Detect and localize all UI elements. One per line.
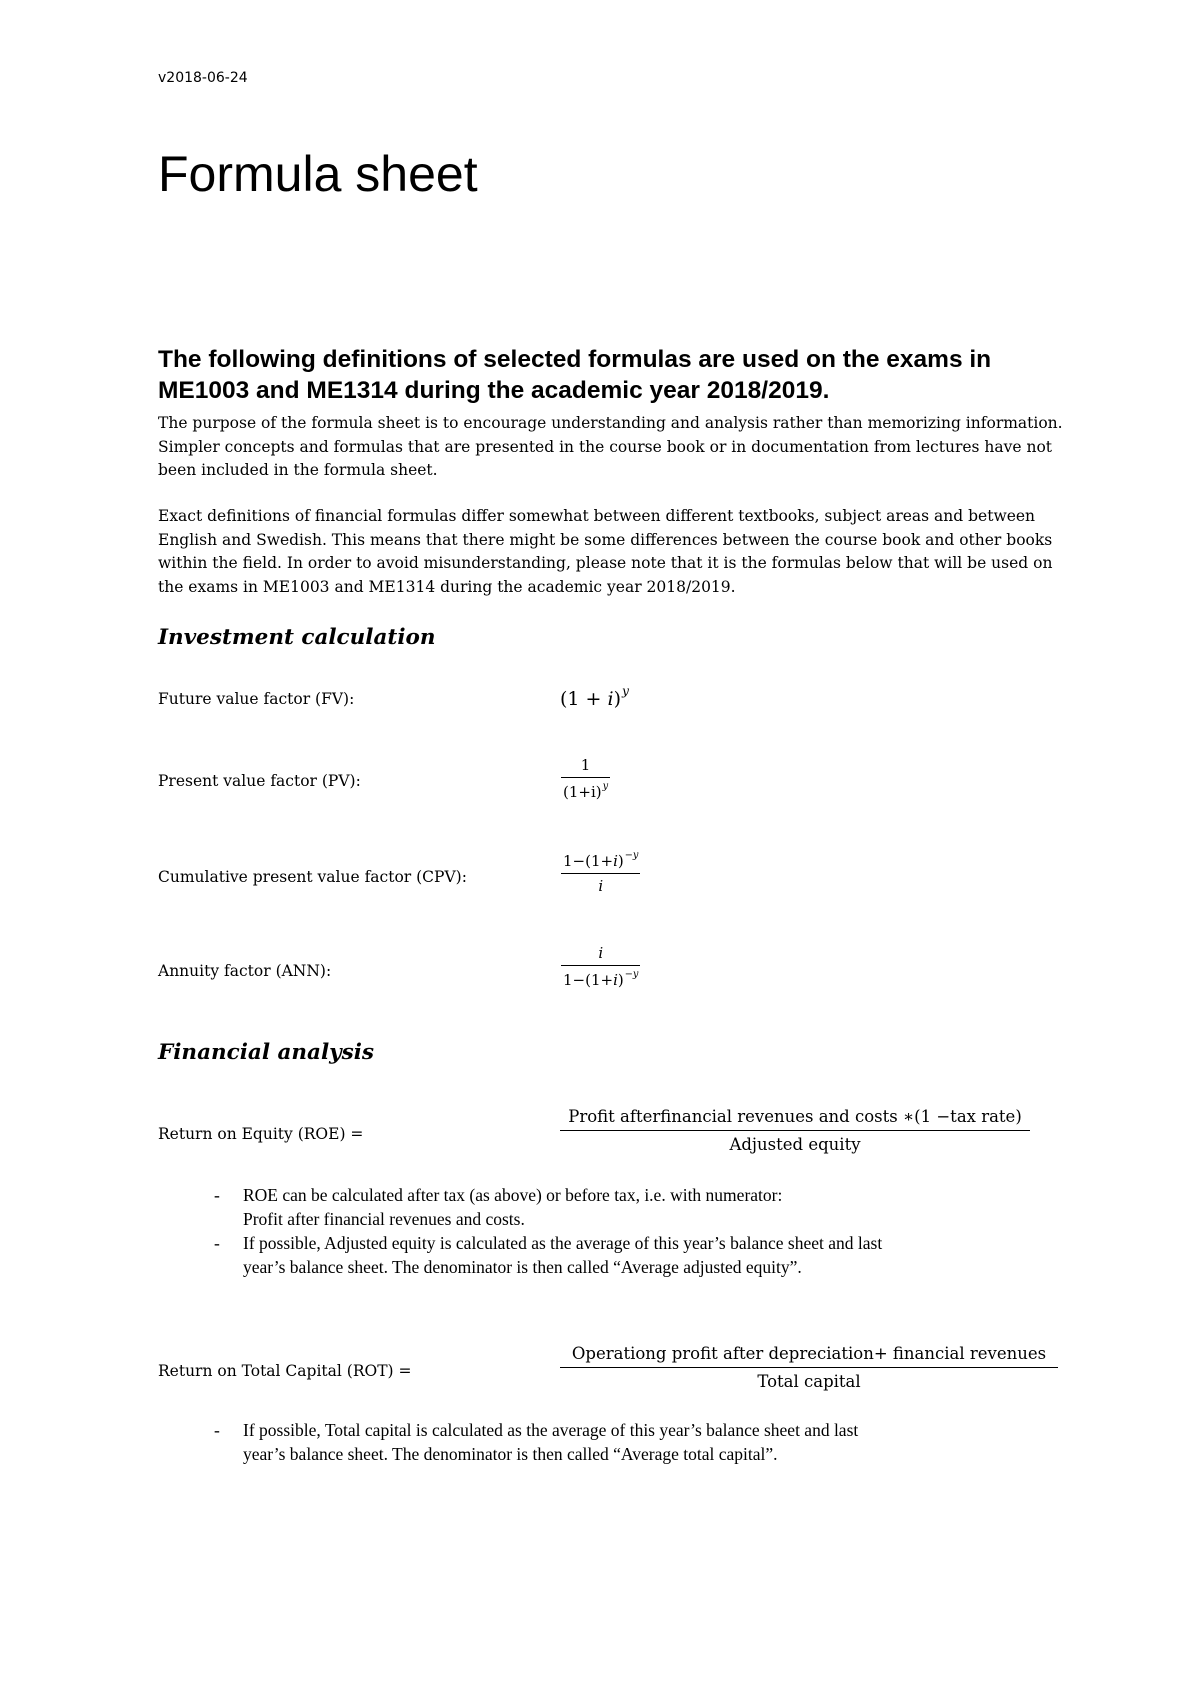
rot-label: Return on Total Capital (ROT) = [158,1362,412,1380]
rot-note-1-line-1: If possible, Total capital is calculated as the average of this year’s balance sheet and last [243,1420,859,1440]
fv-formula-rate: i [607,687,614,710]
page-title: Formula sheet [158,146,478,202]
list-item [214,1231,882,1279]
ann-numerator: i [598,944,604,962]
cpv-numerator-a: 1−(1+ [563,851,614,870]
pv-numerator: 1 [580,756,591,774]
roe-note-1-line-1: ROE can be calculated after tax (as above) or before tax, i.e. with numerator: [243,1185,783,1205]
ann-denominator-exponent: −y [624,969,639,980]
purpose-paragraph: The purpose of the formula sheet is to encourage understanding and analysis rather than memorizing information. Simpler concepts and formulas that are presented in the course book or in documentation from lectures have not been included in the formula sheet. [158,414,1063,479]
roe-formula [560,1107,1030,1154]
intro-heading [158,344,1058,406]
bullet-dash: - [214,1233,220,1253]
roe-numerator: Profit afterfinancial revenues and costs ∗(1 −tax rate) [568,1107,1022,1126]
cpv-numerator-exponent: −y [624,850,639,861]
cpv-numerator-rate: i [613,851,618,870]
ann-denominator-a: 1−(1+ [563,970,614,989]
ann-label: Annuity factor (ANN): [158,962,332,980]
rot-denominator: Total capital [757,1372,861,1391]
fv-formula-close: ) [613,687,621,710]
bullet-dash: - [214,1420,220,1440]
fv-label: Future value factor (FV): [158,690,355,708]
cpv-numerator [561,850,640,873]
ann-formula [561,944,640,989]
intro-heading-line-1: The following definitions of selected formulas are used on the exams in [158,346,992,373]
cpv-denominator: i [598,876,604,895]
rot-formula [560,1344,1058,1391]
rot-notes-list [214,1418,858,1466]
roe-label: Return on Equity (ROE) = [158,1125,364,1143]
roe-note-2-line-1: If possible, Adjusted equity is calculated as the average of this year’s balance sheet and last [243,1233,883,1253]
rot-note-1-line-2: year’s balance sheet. The denominator is then called “Average total capital”. [243,1444,778,1464]
financial-section-title: Financial analysis [158,1040,374,1065]
pv-denominator-exponent: y [602,781,609,792]
cpv-formula [561,850,640,895]
intro-heading-line-2: ME1003 and ME1314 during the academic year 2018/2019. [158,377,830,404]
ann-denominator-b: ) [617,970,624,989]
fv-formula [560,684,629,710]
definitions-paragraph: Exact definitions of financial formulas differ somewhat between different textbooks, subject areas and between English and Swedish. This means that there might be some differences between the course book and other books within the field. In order to avoid misunderstanding, please note that it is the formulas below that will be used on the exams in ME1003 and ME1314 during the academic year 2018/2019. [158,507,1053,596]
list-item [214,1183,882,1231]
pv-formula [561,756,610,801]
rot-numerator: Operationg profit after depreciation+ financial revenues [571,1344,1047,1363]
ann-denominator-rate: i [613,970,618,989]
list-item [214,1418,858,1466]
fv-formula-base: (1 + [560,687,608,710]
investment-section-title: Investment calculation [158,625,436,650]
ann-denominator [561,966,640,989]
roe-notes-list [214,1183,882,1279]
cpv-numerator-b: ) [617,851,624,870]
roe-note-2-line-2: year’s balance sheet. The denominator is then called “Average adjusted equity”. [243,1257,802,1277]
roe-denominator: Adjusted equity [729,1135,861,1154]
pv-label: Present value factor (PV): [158,772,361,790]
version-date: v2018-06-24 [158,70,248,86]
roe-note-1-line-2: Profit after financial revenues and costs. [243,1209,525,1229]
pv-denominator [561,778,610,801]
bullet-dash: - [214,1185,220,1205]
pv-denominator-base: (1+i) [563,782,602,801]
fv-formula-exponent: y [622,684,629,698]
cpv-label: Cumulative present value factor (CPV): [158,868,467,886]
